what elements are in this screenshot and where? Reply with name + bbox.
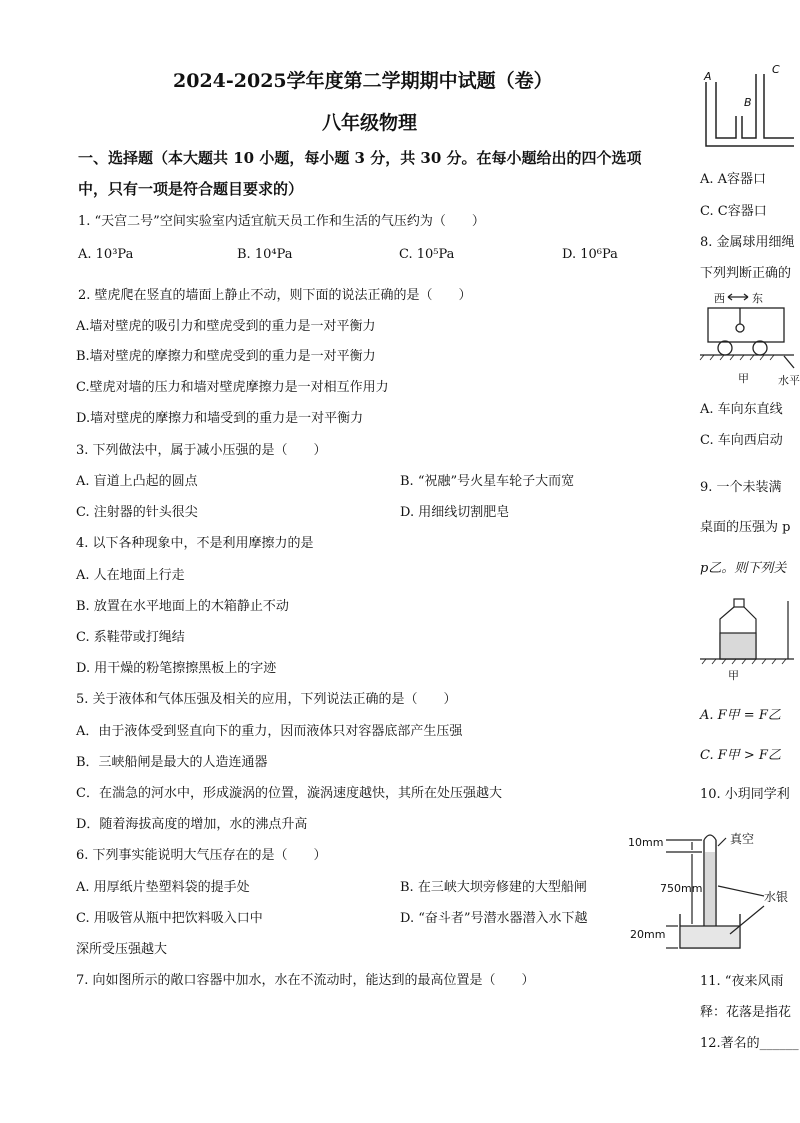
question-2-option-d: D.墙对壁虎的摩擦力和墙受到的重力是一对平衡力 bbox=[76, 411, 364, 426]
question-8-stem-line1: 8. 金属球用细绳 bbox=[700, 235, 795, 250]
figure-label-vacuum: 真空 bbox=[730, 832, 755, 846]
figure-label-10mm: 10mm bbox=[628, 836, 664, 849]
section-heading-line1: 一、选择题（本大题共 10 小题，每小题 3 分，共 30 分。在每小题给出的四个选项 bbox=[78, 149, 642, 167]
question-1-option-a: A. 10³Pa bbox=[78, 247, 134, 262]
question-5-stem: 5. 关于液体和气体压强及相关的应用，下列说法正确的是（ ） bbox=[76, 692, 457, 707]
question-1-option-b: B. 10⁴Pa bbox=[237, 247, 293, 262]
question-8-option-c: C. 车向西启动 bbox=[700, 433, 783, 448]
question-2-option-b: B.墙对壁虎的摩擦力和壁虎受到的重力是一对平衡力 bbox=[76, 349, 376, 364]
question-7-option-a: A. A容器口 bbox=[700, 172, 767, 187]
question-8-stem-line2: 下列判断正确的 bbox=[700, 266, 792, 281]
question-1-option-c: C. 10⁵Pa bbox=[399, 247, 455, 262]
question-3-option-b: B. “祝融”号火星车轮子大而宽 bbox=[400, 474, 575, 489]
question-6-option-d-continued: 深所受压强越大 bbox=[76, 942, 168, 957]
question-10-figure bbox=[626, 826, 794, 956]
question-5-option-c: C．在湍急的河水中，形成漩涡的位置，漩涡速度越快，其所在处压强越大 bbox=[76, 786, 502, 801]
question-7-stem: 7. 向如图所示的敞口容器中加水，水在不流动时，能达到的最高位置是（ ） bbox=[76, 973, 535, 988]
figure-label-750mm: 750mm bbox=[660, 882, 703, 895]
question-8-option-a: A. 车向东直线 bbox=[700, 402, 783, 417]
question-1-option-d: D. 10⁶Pa bbox=[562, 247, 618, 262]
question-3-option-c: C. 注射器的针头很尖 bbox=[76, 505, 198, 520]
question-4-option-d: D. 用干燥的粉笔擦擦黑板上的字迹 bbox=[76, 661, 277, 676]
question-8-figure bbox=[700, 288, 800, 387]
question-6-option-c: C. 用吸管从瓶中把饮料吸入口中 bbox=[76, 911, 263, 926]
question-12-stem: 12.著名的______ bbox=[700, 1036, 799, 1051]
question-7-option-c: C. C容器口 bbox=[700, 204, 767, 219]
page-subtitle: 八年级物理 bbox=[322, 112, 418, 134]
question-9-stem-line3: p乙。则下列关 bbox=[700, 561, 787, 576]
question-2-stem: 2. 壁虎爬在竖直的墙面上静止不动，则下面的说法正确的是（ ） bbox=[78, 288, 472, 303]
question-5-option-b: B．三峡船闸是最大的人造连通器 bbox=[76, 755, 268, 770]
question-9-option-a: A. F甲 = F乙 bbox=[700, 708, 781, 723]
page-title: 2024-2025学年度第二学期期中试题（卷） bbox=[173, 70, 553, 92]
question-6-option-a: A. 用厚纸片垫塑料袋的提手处 bbox=[76, 880, 250, 895]
question-4-option-a: A. 人在地面上行走 bbox=[76, 568, 185, 583]
figure-label-west: 西 bbox=[714, 292, 725, 305]
figure-label-a: A bbox=[704, 70, 712, 83]
question-6-stem: 6. 下列事实能说明大气压存在的是（ ） bbox=[76, 848, 327, 863]
question-9-stem-line2: 桌面的压强为 p bbox=[700, 520, 791, 535]
question-6-option-b: B. 在三峡大坝旁修建的大型船闸 bbox=[400, 880, 587, 895]
question-11-stem-line2: 释：花落是指花 bbox=[700, 1005, 792, 1020]
question-4-stem: 4. 以下各种现象中，不是利用摩擦力的是 bbox=[76, 536, 314, 551]
section-heading-line2: 中，只有一项是符合题目要求的） bbox=[78, 180, 304, 198]
figure-label-b: B bbox=[744, 96, 752, 109]
question-7-figure bbox=[698, 62, 794, 152]
question-9-option-c: C. F甲 > F乙 bbox=[700, 748, 781, 763]
figure-label-20mm: 20mm bbox=[630, 928, 666, 941]
question-9-figure bbox=[700, 595, 794, 683]
question-3-option-d: D. 用细线切割肥皂 bbox=[400, 505, 510, 520]
figure-label-jia: 甲 bbox=[738, 372, 749, 385]
question-3-stem: 3. 下列做法中，属于减小压强的是（ ） bbox=[76, 443, 327, 458]
question-3-option-a: A. 盲道上凸起的圆点 bbox=[76, 474, 198, 489]
figure-label-jia: 甲 bbox=[728, 669, 739, 682]
question-4-option-c: C. 系鞋带或打绳结 bbox=[76, 630, 185, 645]
question-11-stem-line1: 11. “夜来风雨 bbox=[700, 974, 784, 989]
figure-label-horizontal: 水平 bbox=[778, 374, 800, 387]
question-5-option-a: A．由于液体受到竖直向下的重力，因而液体只对容器底部产生压强 bbox=[76, 724, 463, 739]
question-4-option-b: B. 放置在水平地面上的木箱静止不动 bbox=[76, 599, 289, 614]
figure-label-mercury: 水银 bbox=[764, 890, 789, 904]
question-10-stem: 10. 小玥同学利 bbox=[700, 787, 790, 802]
figure-label-east: 东 bbox=[752, 292, 763, 305]
question-6-option-d: D. “奋斗者”号潜水器潜入水下越 bbox=[400, 911, 588, 926]
question-2-option-a: A.墙对壁虎的吸引力和壁虎受到的重力是一对平衡力 bbox=[76, 319, 376, 334]
question-1-stem: 1. “天宫二号”空间实验室内适宜航天员工作和生活的气压约为（ ） bbox=[78, 214, 485, 229]
figure-label-c: C bbox=[772, 63, 780, 76]
question-9-stem-line1: 9. 一个未装满 bbox=[700, 480, 782, 495]
question-5-option-d: D．随着海拔高度的增加，水的沸点升高 bbox=[76, 817, 308, 832]
question-2-option-c: C.壁虎对墙的压力和墙对壁虎摩擦力是一对相互作用力 bbox=[76, 380, 389, 395]
